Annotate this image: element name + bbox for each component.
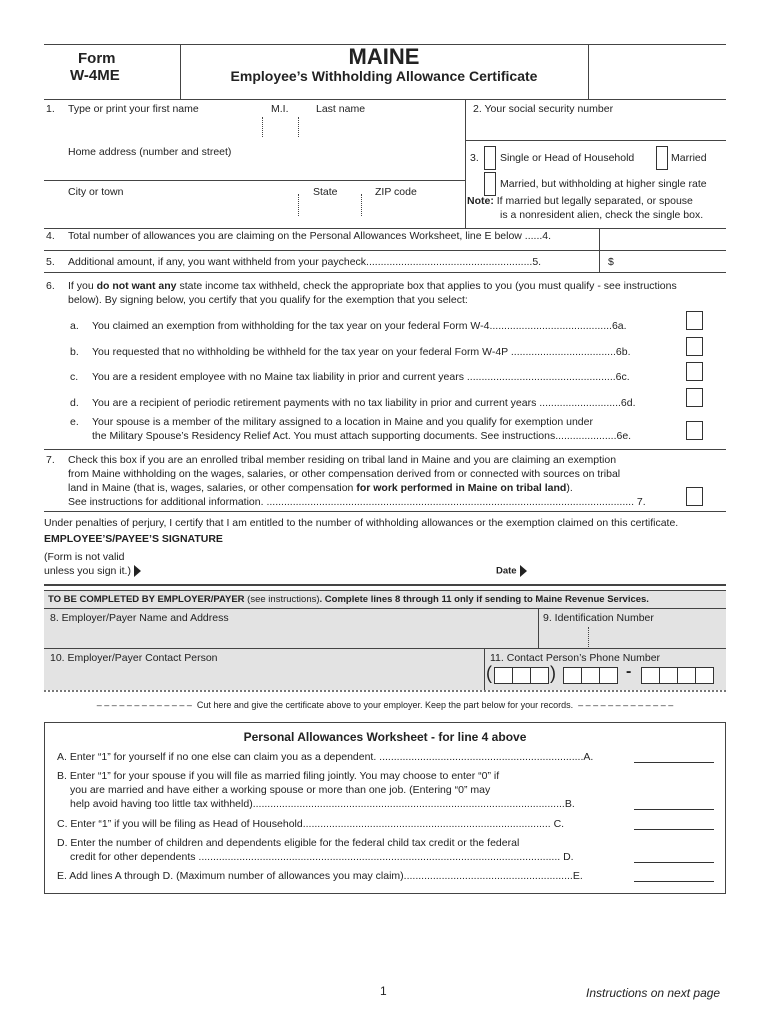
worksheet-line-a: A. Enter “1” for yourself if no one else can claim you as a dependent. ......................................................................A. [57, 751, 594, 763]
phone-digit[interactable] [494, 667, 513, 684]
married-label: Married [671, 152, 707, 164]
checkbox-6c[interactable] [686, 362, 703, 381]
form-title: Employee’s Withholding Allowance Certificate [230, 68, 538, 84]
note: Note: If married but legally separated, or spouse [467, 195, 693, 207]
married-higher-checkbox[interactable] [484, 172, 496, 196]
worksheet-line-e: E. Add lines A through D. (Maximum number of allowances you may claim)..........................................................E. [57, 870, 583, 882]
line6c-text: You are a resident employee with no Maine tax liability in prior and current years ...................................................6c. [92, 371, 630, 383]
middle-initial-label: M.I. [271, 103, 289, 115]
worksheet-line-d2: credit for other dependents ............................................................................................................................ D. [70, 851, 574, 863]
employer-name-label: 8. Employer/Payer Name and Address [50, 612, 229, 624]
worksheet-field-a[interactable] [634, 762, 714, 763]
worksheet-field-d[interactable] [634, 862, 714, 863]
line6e-text2: the Military Spouse’s Residency Relief Act. You must attach supporting documents. See instructions.....................6e. [92, 430, 632, 442]
line6e-text1: Your spouse is a member of the military assigned to a location in Maine and you qualify for exemption under [92, 416, 593, 428]
page-number: 1 [380, 984, 387, 998]
line6a-letter: a. [70, 320, 79, 332]
last-name-label: Last name [316, 103, 366, 115]
cut-instruction: Cut here and give the certificate above to your employer. Keep the part below for your records. [196, 700, 574, 710]
form-number: W-4ME [70, 67, 120, 84]
ssn-label: 2. Your social security number [473, 103, 614, 115]
dollar-sign: $ [608, 256, 614, 268]
worksheet-line-d1: D. Enter the number of children and dependents eligible for the federal child tax credit or the federal [57, 837, 520, 849]
employer-section [44, 590, 726, 690]
line6-number: 6. [46, 280, 55, 292]
line6e-letter: e. [70, 416, 79, 428]
line7-text2: from Maine withholding on the wages, salaries, or other compensation derived from or connected with sources on tribal [68, 468, 621, 480]
signature-note1: (Form is not valid [44, 551, 125, 563]
phone-digit[interactable] [599, 667, 618, 684]
phone-close-paren: ) [550, 663, 556, 683]
line6d-text: You are a recipient of periodic retirement payments with no tax liability in prior and current years ............................6d. [92, 397, 636, 409]
line4-text: Total number of allowances you are claiming on the Personal Allowances Worksheet, line E below ......4. [68, 230, 552, 242]
city-label: City or town [68, 186, 124, 198]
line7-number: 7. [46, 454, 55, 466]
perjury-statement: Under penalties of perjury, I certify that I am entitled to the number of withholding allowances or the exemption claimed on this certificate. [44, 517, 679, 529]
line6-text2: below). By signing below, you certify that you qualify for the exemption that you select: [68, 294, 468, 306]
line7-text3: land in Maine (that is, wages, salaries, or other compensation for work performed in Maine on tribal land). [68, 482, 573, 494]
line5-text: Additional amount, if any, you want withheld from your paycheck.........................................................5. [68, 256, 542, 268]
line4-number: 4. [46, 230, 55, 242]
checkbox-6b[interactable] [686, 337, 703, 356]
cut-line: – – – – – – – – – – – – – Cut here and give the certificate above to your employer. Keep the part below for your records. – – – – – – – – – – – – – [96, 700, 674, 710]
phone-digit[interactable] [641, 667, 660, 684]
note-line2: is a nonresident alien, check the single box. [500, 209, 704, 221]
married-higher-label: Married, but withholding at higher single rate [500, 178, 707, 190]
signature-label: EMPLOYEE’S/PAYEE’S SIGNATURE [44, 533, 223, 545]
first-name-label: Type or print your first name [68, 103, 199, 115]
zip-label: ZIP code [375, 186, 417, 198]
phone-label: 11. Contact Person’s Phone Number [490, 652, 661, 664]
phone-digit[interactable] [581, 667, 600, 684]
single-label: Single or Head of Household [500, 152, 635, 164]
married-checkbox[interactable] [656, 146, 668, 170]
form-label: Form [78, 50, 116, 67]
worksheet-field-e[interactable] [634, 881, 714, 882]
worksheet-title: Personal Allowances Worksheet - for line 4 above [243, 730, 527, 744]
phone-dash: - [626, 663, 632, 680]
line6c-letter: c. [70, 371, 79, 383]
next-page-note: Instructions on next page [586, 986, 721, 1000]
worksheet-field-c[interactable] [634, 829, 714, 830]
worksheet-line-b2: you are married and have either a working spouse or more than one job. (Entering “0” may [70, 784, 491, 796]
worksheet-line-c: C. Enter “1” if you will be filing as Head of Household..................................................................................... C. [57, 818, 565, 830]
date-label: Date [496, 565, 527, 577]
line6b-text: You requested that no withholding be withheld for the tax year on your federal Form W-4P ....................................6b. [92, 346, 631, 358]
state-label: State [313, 186, 338, 198]
line6b-letter: b. [70, 346, 79, 358]
phone-digit[interactable] [695, 667, 714, 684]
line6-text: If you do not want any state income tax withheld, check the appropriate box that applies to you (you must qualify - see instructions [68, 280, 677, 292]
line7-text1: Check this box if you are an enrolled tribal member residing on tribal land in Maine and you are claiming an exemption [68, 454, 617, 466]
arrow-right-icon [520, 565, 527, 577]
home-address-label: Home address (number and street) [68, 146, 232, 158]
phone-open-paren: ( [486, 663, 492, 683]
line7-text4: See instructions for additional information. .............................................................................................................................. 7. [68, 496, 646, 508]
identification-label: 9. Identification Number [543, 612, 654, 624]
phone-digit[interactable] [563, 667, 582, 684]
signature-field[interactable] [160, 560, 480, 578]
worksheet-field-b[interactable] [634, 809, 714, 810]
worksheet-line-b1: B. Enter “1” for your spouse if you will file as married filing jointly. You may choose to enter “0” if [57, 770, 500, 782]
checkbox-6e[interactable] [686, 421, 703, 440]
signature-note2: unless you sign it.) [44, 565, 141, 577]
contact-person-label: 10. Employer/Payer Contact Person [50, 652, 218, 664]
checkbox-7[interactable] [686, 487, 703, 506]
phone-digit[interactable] [530, 667, 549, 684]
line6a-text: You claimed an exemption from withholding for the tax year on your federal Form W-4..........................................6a. [92, 320, 627, 332]
phone-digit[interactable] [659, 667, 678, 684]
line3-number: 3. [470, 152, 479, 164]
checkbox-6d[interactable] [686, 388, 703, 407]
single-checkbox[interactable] [484, 146, 496, 170]
line6d-letter: d. [70, 397, 79, 409]
phone-digit[interactable] [512, 667, 531, 684]
worksheet-line-b3: help avoid having too little tax withheld)...........................................................................................................B. [70, 798, 575, 810]
employer-header: TO BE COMPLETED BY EMPLOYER/PAYER (see instructions). Complete lines 8 through 11 only if sending to Maine Revenue Services. [48, 594, 649, 605]
phone-digit[interactable] [677, 667, 696, 684]
arrow-right-icon [134, 565, 141, 577]
line5-number: 5. [46, 256, 55, 268]
checkbox-6a[interactable] [686, 311, 703, 330]
line1-number: 1. [46, 103, 55, 115]
state-title: MAINE [348, 44, 420, 69]
